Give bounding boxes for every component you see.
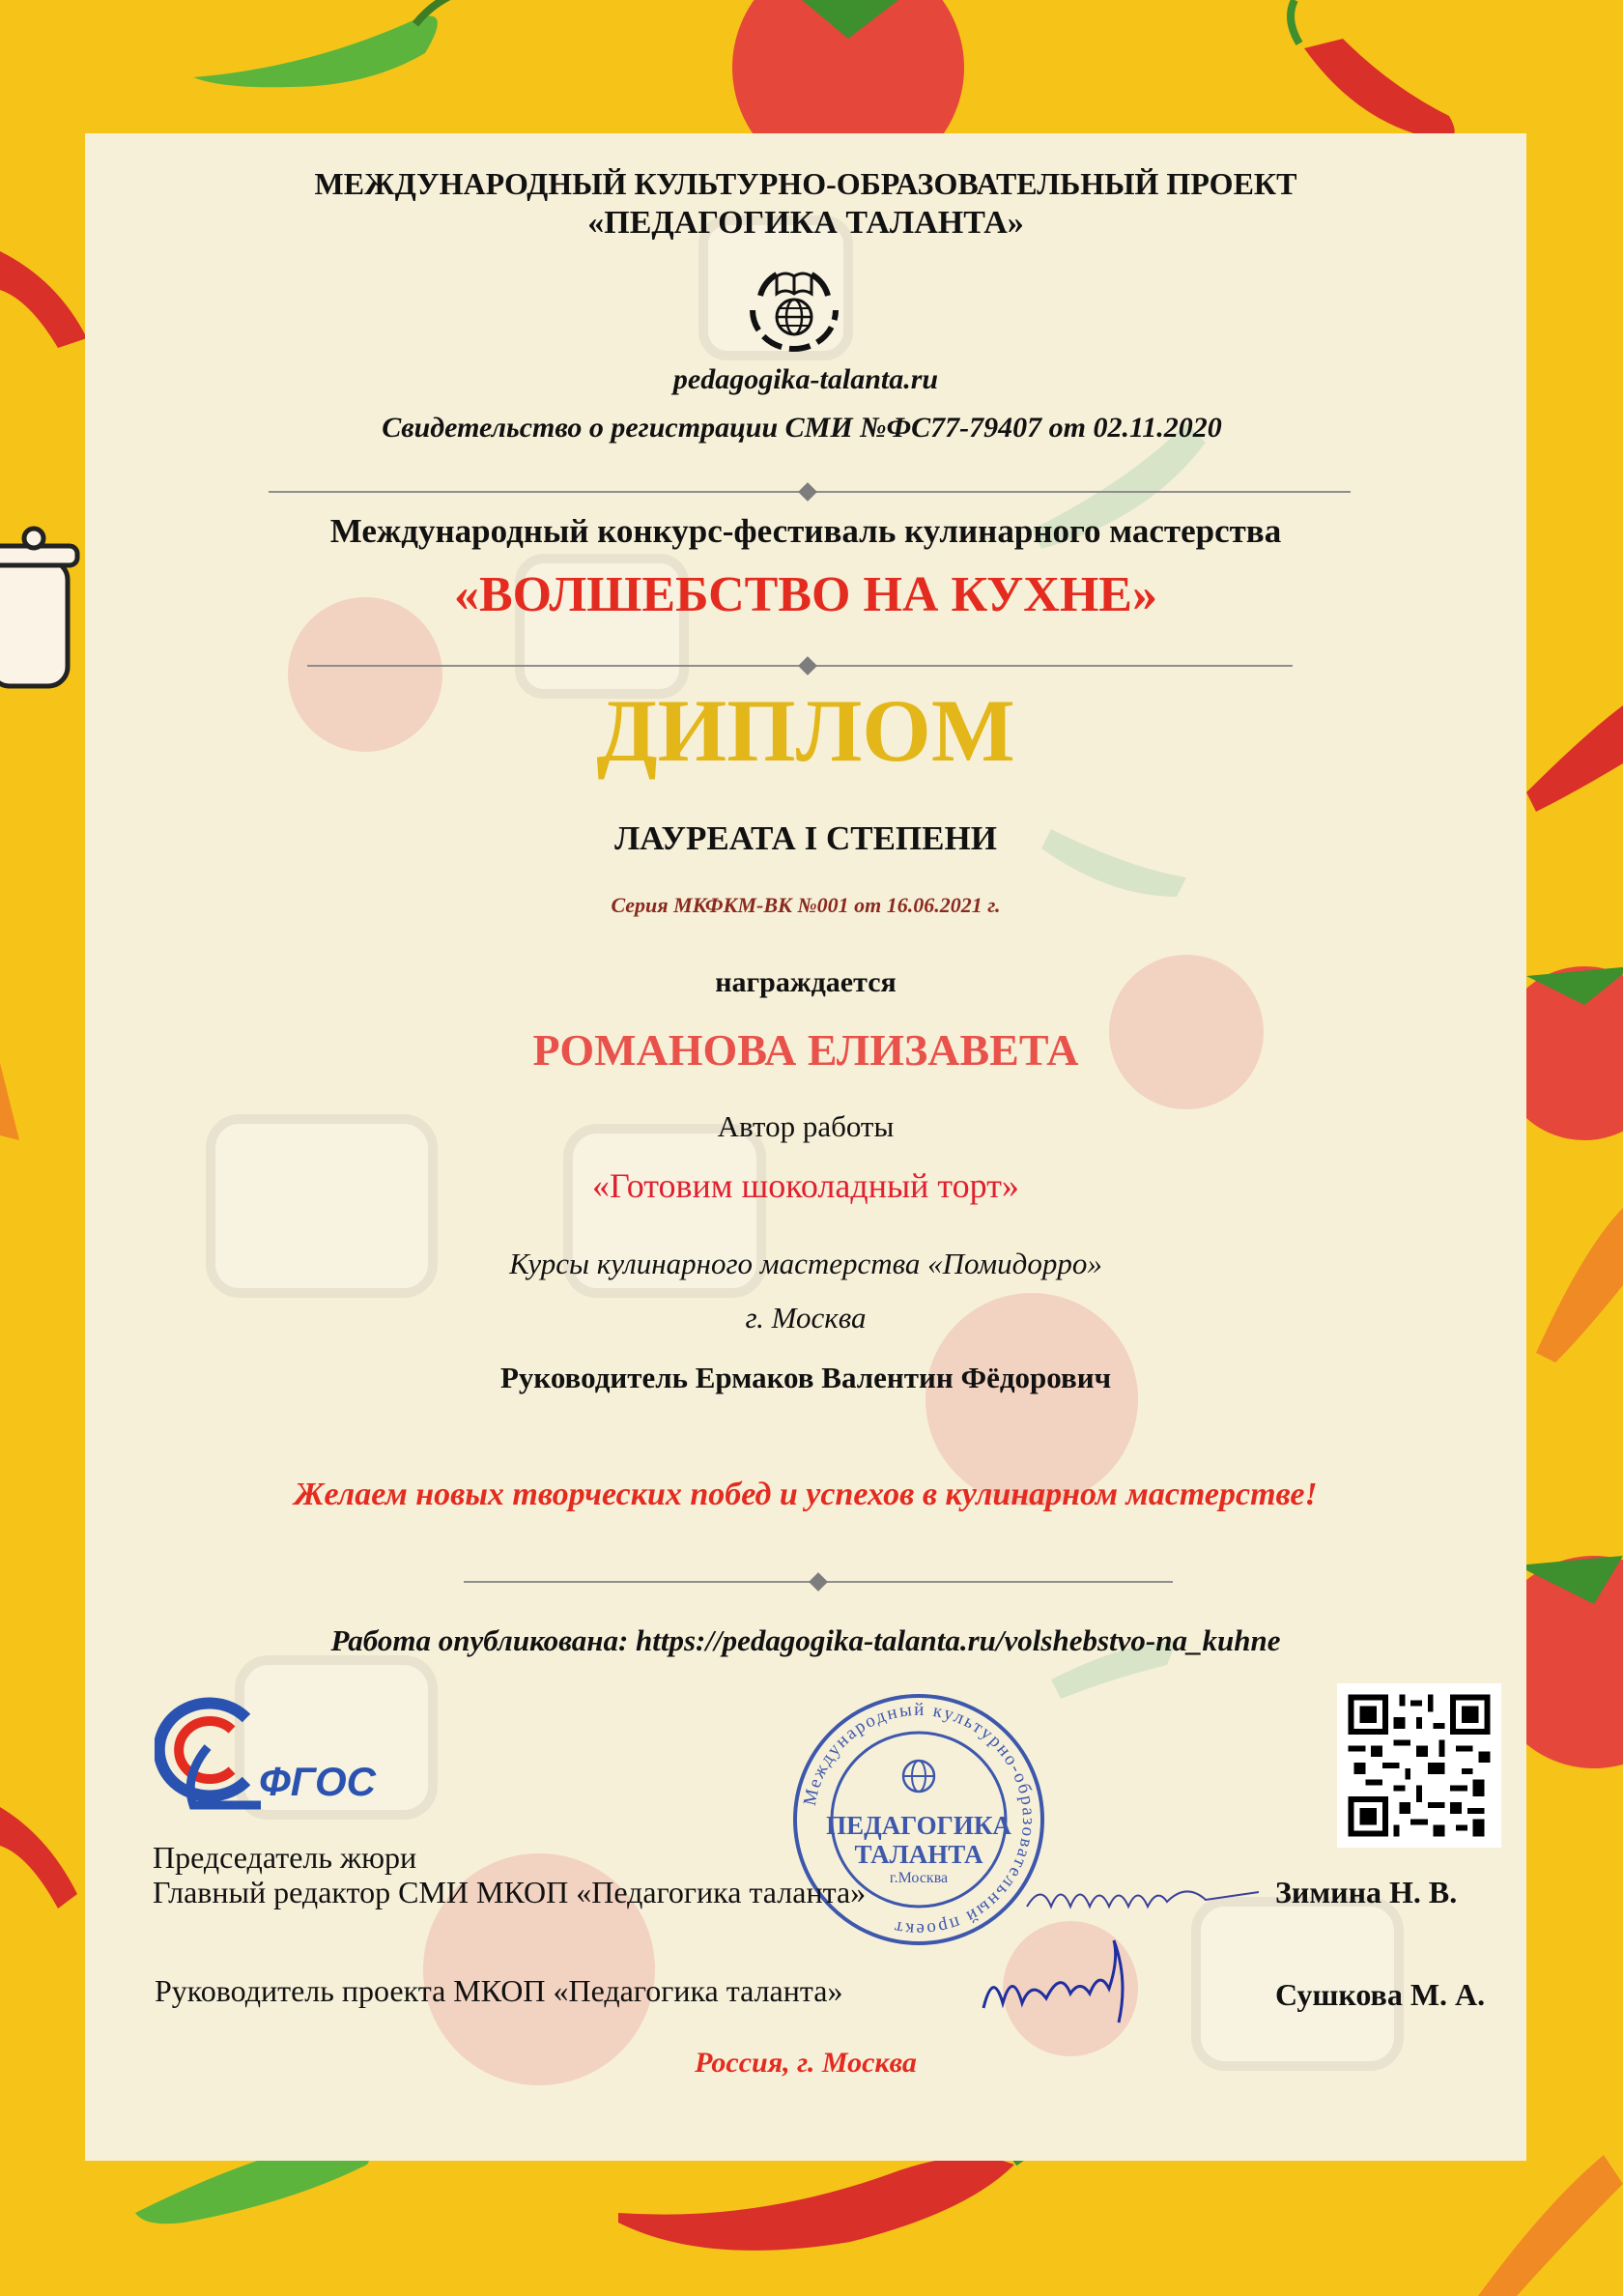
book-globe-logo-icon	[743, 257, 845, 354]
seal-stamp-icon	[788, 1689, 1049, 1950]
work-title: «Готовим шоколадный торт»	[592, 1166, 1019, 1205]
diploma-heading: ДИПЛОМ	[596, 681, 1015, 780]
project-role: Руководитель проекта МКОП «Педагогика таланта»	[155, 1973, 843, 2008]
contest-name: Международный конкурс-фестиваль кулинарного мастерства	[329, 512, 1282, 550]
project-title-line2: «ПЕДАГОГИКА ТАЛАНТА»	[587, 205, 1024, 241]
divider-diamond	[798, 482, 817, 502]
diploma-sheet	[85, 133, 1526, 2161]
supervisor: Руководитель Ермаков Валентин Фёдорович	[499, 1361, 1112, 1394]
stamp-city: г.Москва	[889, 1870, 949, 1886]
author-label: Автор работы	[717, 1109, 895, 1143]
jury-role-line2: Главный редактор СМИ МКОП «Педагогика таланта»	[153, 1875, 867, 1909]
divider-diamond	[798, 656, 817, 675]
website-link[interactable]: pedagogika-talanta.ru	[672, 363, 939, 395]
divider-diamond	[809, 1572, 828, 1592]
fgos-logo-text: ФГОС	[259, 1759, 377, 1804]
jury-name: Зимина Н. В.	[1275, 1875, 1458, 1909]
registration-text: Свидетельство о регистрации СМИ №ФС77-79407 от 02.11.2020	[382, 412, 1222, 444]
qr-code-icon	[1337, 1683, 1501, 1848]
wish-text: Желаем новых творческих побед и успехов в кулинарном мастерстве!	[294, 1477, 1318, 1512]
published-link[interactable]: Работа опубликована: https://pedagogika-talanta.ru/volshebstvo-na_kuhne	[330, 1623, 1281, 1657]
awarded-label: награждается	[715, 966, 897, 998]
stamp-ring-text: Международный культурно-образовательный проект	[799, 1699, 1039, 1940]
footer-location: Россия, г. Москва	[695, 2047, 917, 2079]
city: г. Москва	[745, 1301, 867, 1335]
diploma-degree: ЛАУРЕАТА I СТЕПЕНИ	[614, 819, 997, 857]
fgos-logo-icon	[155, 1689, 270, 1815]
stamp-center-line1: ПЕДАГОГИКА	[826, 1811, 1011, 1840]
signature-sushkova-icon	[974, 1931, 1148, 2037]
project-title-line1: МЕЖДУНАРОДНЫЙ КУЛЬТУРНО-ОБРАЗОВАТЕЛЬНЫЙ ПРОЕКТ	[314, 166, 1297, 201]
recipient-name: РОМАНОВА ЕЛИЗАВЕТА	[532, 1025, 1079, 1075]
qr-code[interactable]	[1337, 1683, 1501, 1848]
organization: Курсы кулинарного мастерства «Помидорро»	[509, 1247, 1102, 1280]
signature-zimina-icon	[1022, 1873, 1264, 1931]
seal-stamp	[788, 1689, 1049, 1950]
fgos-logo	[155, 1689, 425, 1815]
diploma-series: Серия МКФКМ-ВК №001 от 16.06.2021 г.	[611, 893, 1001, 917]
project-name: Сушкова М. А.	[1275, 1977, 1486, 2012]
stamp-center-line2: ТАЛАНТА	[854, 1840, 983, 1869]
contest-title: «ВОЛШЕБСТВО НА КУХНЕ»	[454, 567, 1157, 622]
jury-role-line1: Председатель жюри	[153, 1840, 417, 1875]
